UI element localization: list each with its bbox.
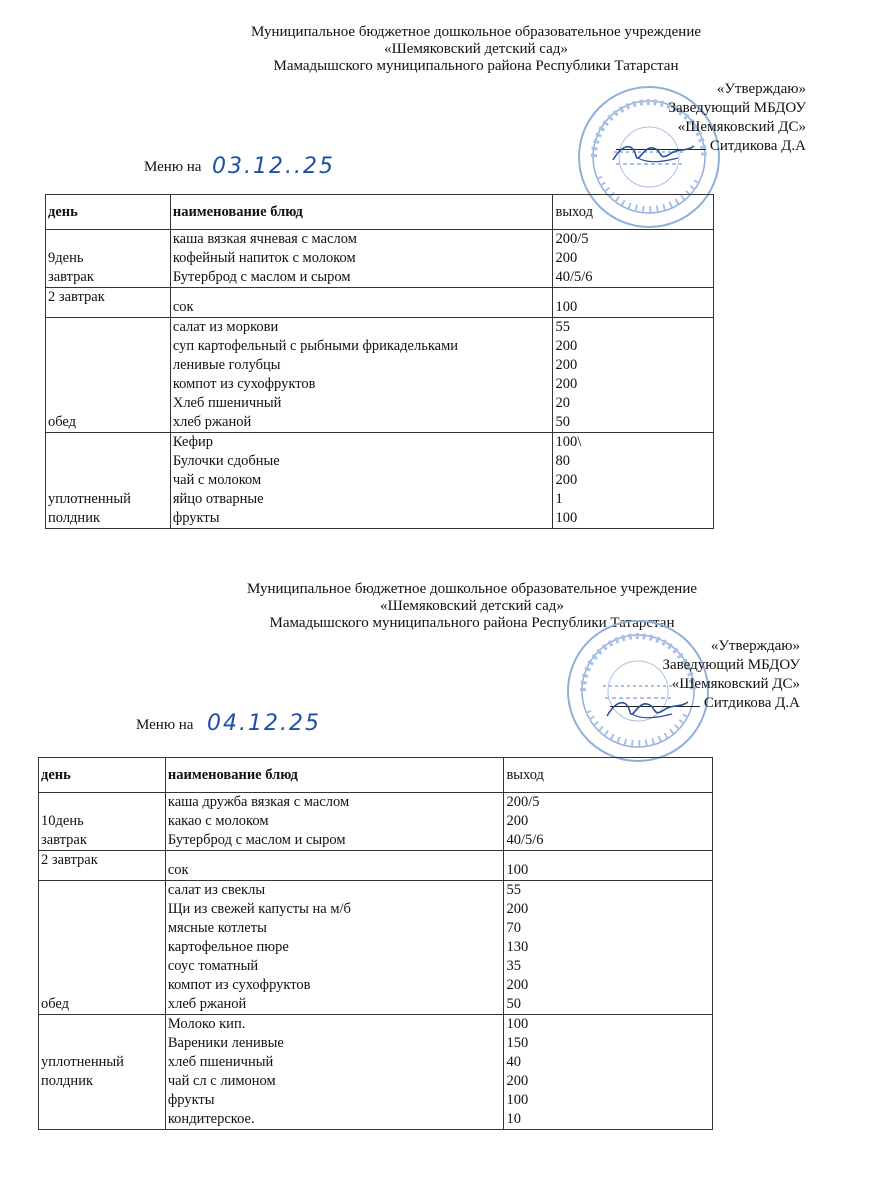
meal-label: завтрак xyxy=(48,269,94,285)
meal-cell xyxy=(46,288,171,318)
table-row xyxy=(46,318,714,433)
meal-label: завтрак xyxy=(41,832,87,848)
signature-icon xyxy=(602,694,692,724)
table-row xyxy=(39,793,713,851)
dish-output: 40/5/6 xyxy=(506,832,544,848)
kindergarten-name: «Шемяковский детский сад» xyxy=(384,41,568,57)
dishes-cell xyxy=(170,230,553,288)
dish-output: 100 xyxy=(506,862,529,878)
meal-label: 2 завтрак xyxy=(41,852,98,868)
dish-name: каша вязкая ячневая с маслом xyxy=(172,231,357,247)
dish-name: хлеб ржаной xyxy=(172,414,252,430)
output-cell xyxy=(504,851,713,881)
dishes-cell xyxy=(165,881,504,1015)
meal-cell xyxy=(46,230,171,288)
output-cell xyxy=(504,1015,713,1130)
dishes-cell xyxy=(170,318,553,433)
dish-name: сок xyxy=(167,862,189,878)
output-cell xyxy=(553,433,714,529)
dish-name: компот из сухофруктов xyxy=(172,376,316,392)
dish-name: картофельное пюре xyxy=(167,939,289,955)
meal-label: обед xyxy=(48,414,77,430)
dish-output: 20 xyxy=(555,395,570,411)
dish-name: хлеб ржаной xyxy=(167,996,247,1012)
meal-label: 9день xyxy=(48,250,84,266)
dish-name: Бутерброд с маслом и сыром xyxy=(167,832,346,848)
dish-name: фрукты xyxy=(167,1092,215,1108)
table-row xyxy=(46,230,714,288)
meal-label: уплотненный xyxy=(48,491,131,507)
output-cell xyxy=(553,230,714,288)
table-row xyxy=(39,851,713,881)
dish-output: 200 xyxy=(555,250,578,266)
dishes-cell xyxy=(170,433,553,529)
dish-name: каша дружба вязкая с маслом xyxy=(167,794,350,810)
column-header-dishes: наименование блюд xyxy=(170,195,553,230)
column-header-day: день xyxy=(39,758,166,793)
approval-position: Заведующий МБДОУ xyxy=(662,657,800,673)
approval-position: Заведующий МБДОУ xyxy=(668,100,806,116)
dish-output: 200 xyxy=(555,338,578,354)
dish-output: 200 xyxy=(506,901,529,917)
dish-output: 40/5/6 xyxy=(555,269,593,285)
dish-output: 100 xyxy=(555,510,578,526)
output-cell xyxy=(504,793,713,851)
approval-title: «Утверждаю» xyxy=(710,638,800,654)
column-header-output: выход xyxy=(553,195,714,230)
dish-output: 200/5 xyxy=(555,231,589,247)
dish-name: Булочки сдобные xyxy=(172,453,280,469)
dish-name: соус томатный xyxy=(167,958,259,974)
dishes-cell xyxy=(165,1015,504,1130)
meal-label: уплотненный xyxy=(41,1054,124,1070)
dish-name: какао с молоком xyxy=(167,813,269,829)
menu-date-label: Меню на xyxy=(136,717,194,733)
menu-table xyxy=(38,757,713,1130)
meal-label: 10день xyxy=(41,813,84,829)
dish-output: 200 xyxy=(555,357,578,373)
dish-output: 35 xyxy=(506,958,521,974)
dish-output: 1 xyxy=(555,491,563,507)
org-name: Муниципальное бюджетное дошкольное образовательное учреждение xyxy=(251,24,701,40)
column-header-output: выход xyxy=(504,758,713,793)
table-row xyxy=(39,881,713,1015)
menu-date-label: Меню на xyxy=(144,159,202,175)
dish-output: 200 xyxy=(506,1073,529,1089)
dish-name: Бутерброд с маслом и сыром xyxy=(172,269,351,285)
org-name: Муниципальное бюджетное дошкольное образовательное учреждение xyxy=(247,581,697,597)
approval-signer: Ситдикова Д.А xyxy=(616,137,806,156)
approval-org: «Шемяковский ДС» xyxy=(671,676,800,692)
dish-output: 200 xyxy=(506,813,529,829)
dish-name: хлеб пшеничный xyxy=(167,1054,274,1070)
dish-name: Хлеб пшеничный xyxy=(172,395,282,411)
dish-output: 200/5 xyxy=(506,794,540,810)
dish-name: чай сл с лимоном xyxy=(167,1073,276,1089)
meal-label: полдник xyxy=(41,1073,93,1089)
column-header-day: день xyxy=(46,195,171,230)
menu-date: 03.12..25 xyxy=(212,154,335,179)
dish-name: Кефир xyxy=(172,434,213,450)
approval-signer: Ситдикова Д.А xyxy=(610,694,800,713)
approval-org: «Шемяковский ДС» xyxy=(677,119,806,135)
table-row xyxy=(46,288,714,318)
dish-name: кондитерское. xyxy=(167,1111,255,1127)
table-row xyxy=(39,1015,713,1130)
column-header-dishes: наименование блюд xyxy=(165,758,504,793)
dish-name: компот из сухофруктов xyxy=(167,977,311,993)
menu-table xyxy=(45,194,714,529)
dish-name: кофейный напиток с молоком xyxy=(172,250,356,266)
dish-output: 80 xyxy=(555,453,570,469)
dish-output: 100 xyxy=(506,1092,529,1108)
meal-cell xyxy=(39,881,166,1015)
dish-name: яйцо отварные xyxy=(172,491,264,507)
dish-output: 130 xyxy=(506,939,529,955)
dish-name: Вареники ленивые xyxy=(167,1035,284,1051)
dish-output: 100 xyxy=(555,299,578,315)
dish-output: 40 xyxy=(506,1054,521,1070)
meal-label: полдник xyxy=(48,510,100,526)
dish-name: салат из свеклы xyxy=(167,882,266,898)
dishes-cell xyxy=(170,288,553,318)
district-name: Мамадышского муниципального района Республики Татарстан xyxy=(269,615,675,631)
dish-output: 10 xyxy=(506,1111,521,1127)
dish-output: 50 xyxy=(506,996,521,1012)
approval-title: «Утверждаю» xyxy=(716,81,806,97)
district-name: Мамадышского муниципального района Республики Татарстан xyxy=(273,58,679,74)
output-cell xyxy=(553,288,714,318)
meal-label: обед xyxy=(41,996,70,1012)
meal-cell xyxy=(39,793,166,851)
table-header-row xyxy=(46,195,714,230)
meal-cell xyxy=(46,318,171,433)
meal-cell xyxy=(39,851,166,881)
table-header-row xyxy=(39,758,713,793)
dish-name: Молоко кип. xyxy=(167,1016,246,1032)
dish-output: 100 xyxy=(506,1016,529,1032)
org-header xyxy=(40,24,872,75)
menu-date: 04.12.25 xyxy=(207,711,321,736)
dish-output: 55 xyxy=(506,882,521,898)
dish-output: 70 xyxy=(506,920,521,936)
table-row xyxy=(46,433,714,529)
org-header xyxy=(36,581,872,632)
dish-name: ленивые голубцы xyxy=(172,357,281,373)
dish-output: 200 xyxy=(555,472,578,488)
dish-name: сок xyxy=(172,299,194,315)
dishes-cell xyxy=(165,793,504,851)
output-cell xyxy=(504,881,713,1015)
dish-output: 200 xyxy=(555,376,578,392)
dish-output: 55 xyxy=(555,319,570,335)
dish-name: чай с молоком xyxy=(172,472,262,488)
dish-name: фрукты xyxy=(172,510,220,526)
dish-output: 150 xyxy=(506,1035,529,1051)
output-cell xyxy=(553,318,714,433)
dish-name: мясные котлеты xyxy=(167,920,267,936)
dish-output: 200 xyxy=(506,977,529,993)
signature-icon xyxy=(608,138,698,168)
meal-label: 2 завтрак xyxy=(48,289,105,305)
dish-name: суп картофельный с рыбными фрикадельками xyxy=(172,338,459,354)
meal-cell xyxy=(46,433,171,529)
meal-cell xyxy=(39,1015,166,1130)
dish-name: Щи из свежей капусты на м/б xyxy=(167,901,351,917)
kindergarten-name: «Шемяковский детский сад» xyxy=(380,598,564,614)
dish-output: 100\ xyxy=(555,434,582,450)
dish-name: салат из моркови xyxy=(172,319,279,335)
dishes-cell xyxy=(165,851,504,881)
dish-output: 50 xyxy=(555,414,570,430)
